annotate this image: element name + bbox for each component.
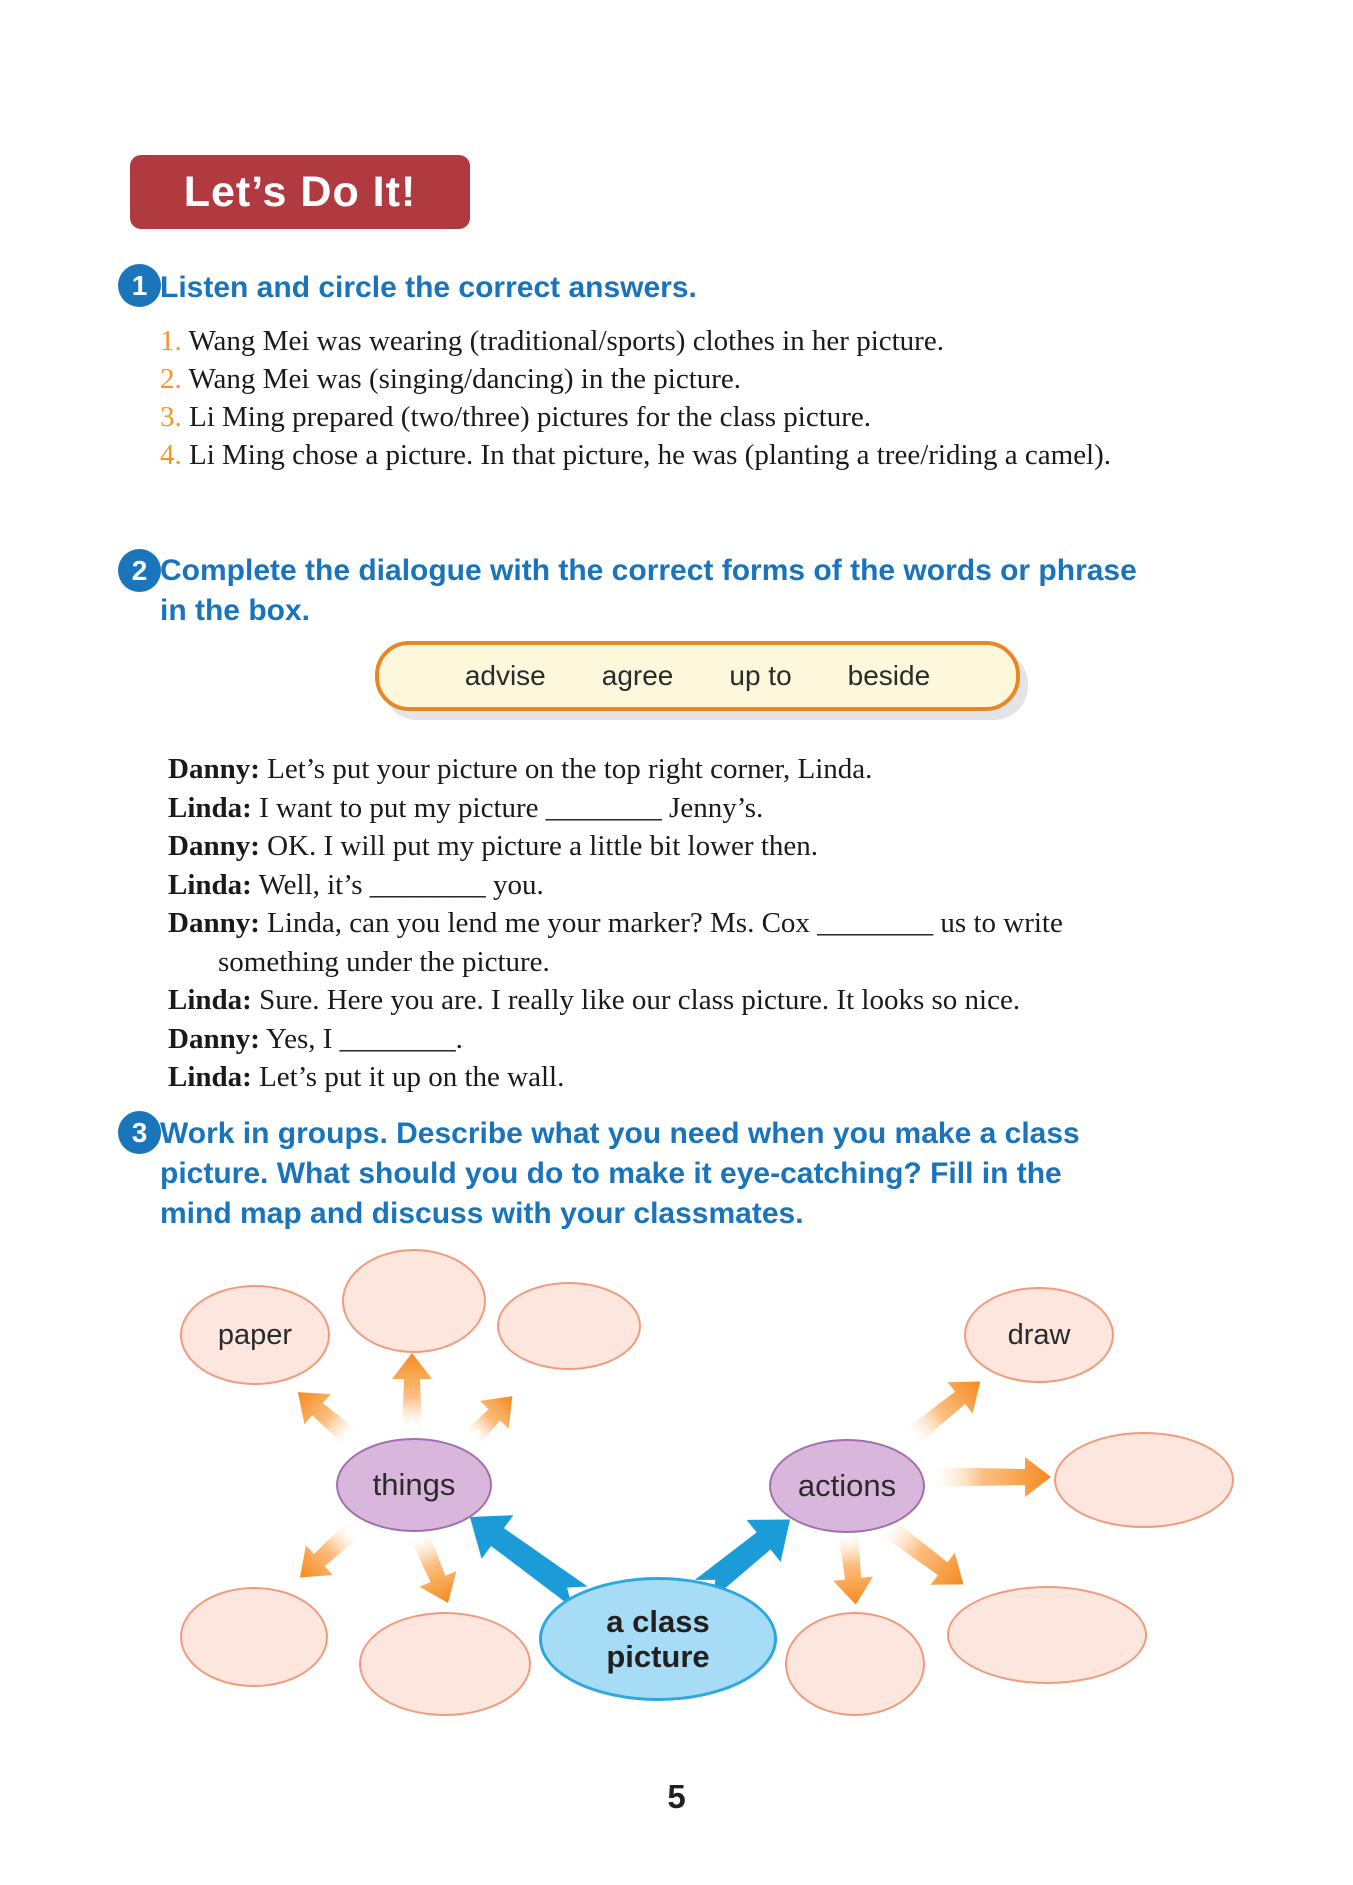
node-blank-bottom-left xyxy=(180,1587,328,1687)
node-blank-below-actions xyxy=(785,1612,925,1716)
dialogue-text: OK. I will put my picture a little bit lower then. xyxy=(267,830,818,862)
dialogue-speaker: Danny: xyxy=(168,830,260,862)
word-box-item: advise xyxy=(464,660,546,691)
dialogue-line xyxy=(168,904,1168,981)
arrow-actions-upright xyxy=(895,1366,992,1456)
dialogue-line xyxy=(168,827,1168,866)
node-blank-right xyxy=(1054,1432,1234,1528)
node-draw xyxy=(964,1287,1114,1383)
word-box-item: agree xyxy=(601,660,674,691)
arrow-actions-right xyxy=(928,1457,1051,1497)
dialogue-speaker: Linda: xyxy=(168,984,252,1016)
dialogue-speaker: Linda: xyxy=(168,868,252,901)
dialogue-line xyxy=(168,789,1168,828)
dialogue-text: Yes, I ________. xyxy=(266,1022,463,1055)
lets-do-it-banner xyxy=(130,155,470,229)
exercise1-list xyxy=(160,322,1145,474)
dialogue xyxy=(168,750,1168,1097)
dialogue-speaker: Linda: xyxy=(168,791,252,824)
exercise3-number-badge xyxy=(118,1111,161,1154)
exercise3-title-line: mind map and discuss with your classmates. xyxy=(160,1197,804,1230)
exercise1-title-line: Listen and circle the correct answers. xyxy=(160,271,697,304)
dialogue-line xyxy=(168,1020,1168,1059)
exercise1-number: 1 xyxy=(131,269,148,301)
dialogue-speaker: Danny: xyxy=(168,1022,260,1055)
list-item xyxy=(160,322,1145,360)
node-class-picture xyxy=(539,1577,777,1701)
node-paper xyxy=(180,1285,330,1385)
node-label: actions xyxy=(797,1468,897,1503)
list-item xyxy=(160,398,1145,436)
dialogue-text: Sure. Here you are. I really like our class picture. It looks so nice. xyxy=(259,984,1021,1016)
node-blank-top-center xyxy=(342,1249,486,1353)
list-item-text: Li Ming chose a picture. In that picture, he was (planting a tree/riding a camel). xyxy=(189,439,1112,471)
banner-title: Let’s Do It! xyxy=(183,167,417,216)
dialogue-text: Linda, can you lend me your marker? Ms. Cox ________ us to write something under the picture. xyxy=(218,907,1063,978)
node-label: a class picture xyxy=(606,1604,710,1674)
dialogue-text: Let’s put your picture on the top right corner, Linda. xyxy=(267,753,873,785)
word-box xyxy=(375,641,1020,711)
word-box-item: up to xyxy=(729,660,792,691)
node-blank-bottom-center xyxy=(359,1612,531,1716)
word-box-item: beside xyxy=(847,660,931,691)
exercise3-title-line: Work in groups. Describe what you need when you make a class xyxy=(160,1117,1080,1150)
exercise3-number: 3 xyxy=(131,1116,148,1148)
dialogue-speaker: Linda: xyxy=(168,1061,252,1093)
list-item xyxy=(160,360,1145,398)
list-item-text: Wang Mei was (singing/dancing) in the picture. xyxy=(188,363,742,395)
node-blank-top-right xyxy=(497,1282,641,1370)
exercise2-number-badge xyxy=(118,549,161,592)
mind-map xyxy=(0,1245,1353,1745)
arrow-things-upleft xyxy=(285,1377,366,1455)
node-label: draw xyxy=(1007,1318,1071,1351)
node-label: paper xyxy=(217,1318,293,1351)
dialogue-line xyxy=(168,866,1168,905)
dialogue-speaker: Danny: xyxy=(168,907,260,939)
exercise2-number: 2 xyxy=(131,554,148,586)
exercise1-title xyxy=(160,268,697,308)
list-item xyxy=(160,436,1145,474)
arrow-things-down xyxy=(400,1524,467,1611)
page-number: 5 xyxy=(667,1778,686,1815)
node-things xyxy=(336,1438,492,1532)
exercise2-title xyxy=(160,551,1137,631)
dialogue-text: Well, it’s ________ you. xyxy=(258,868,544,901)
dialogue-line xyxy=(168,981,1168,1020)
dialogue-text: I want to put my picture ________ Jenny’s. xyxy=(259,791,764,824)
dialogue-text: Let’s put it up on the wall. xyxy=(259,1061,565,1093)
list-item-text: Wang Mei was wearing (traditional/sports) clothes in her picture. xyxy=(188,325,944,357)
dialogue-line xyxy=(168,750,1168,789)
dialogue-line xyxy=(168,1058,1168,1097)
exercise2-title-line: Complete the dialogue with the correct forms of the words or phrase xyxy=(160,554,1137,587)
exercise3-title xyxy=(160,1114,1080,1234)
node-label: things xyxy=(372,1467,456,1502)
exercise1-number-badge xyxy=(118,264,161,307)
dialogue-speaker: Danny: xyxy=(168,753,260,785)
node-blank-bottom-right xyxy=(947,1586,1147,1684)
arrow-things-up xyxy=(392,1353,432,1433)
arrow-actions-down xyxy=(828,1528,876,1607)
list-item-text: Li Ming prepared (two/three) pictures for the class picture. xyxy=(189,401,872,433)
arrow-things-upright xyxy=(456,1382,527,1454)
list-item-number: 4. xyxy=(160,439,182,471)
list-item-number: 1. xyxy=(160,325,182,357)
arrow-things-downleft xyxy=(287,1513,369,1592)
exercise2-title-line: in the box. xyxy=(160,594,310,627)
node-actions xyxy=(769,1439,925,1533)
list-item-number: 2. xyxy=(160,363,182,395)
exercise3-title-line: picture. What should you do to make it eye-catching? Fill in the xyxy=(160,1157,1062,1190)
list-item-number: 3. xyxy=(160,401,182,433)
